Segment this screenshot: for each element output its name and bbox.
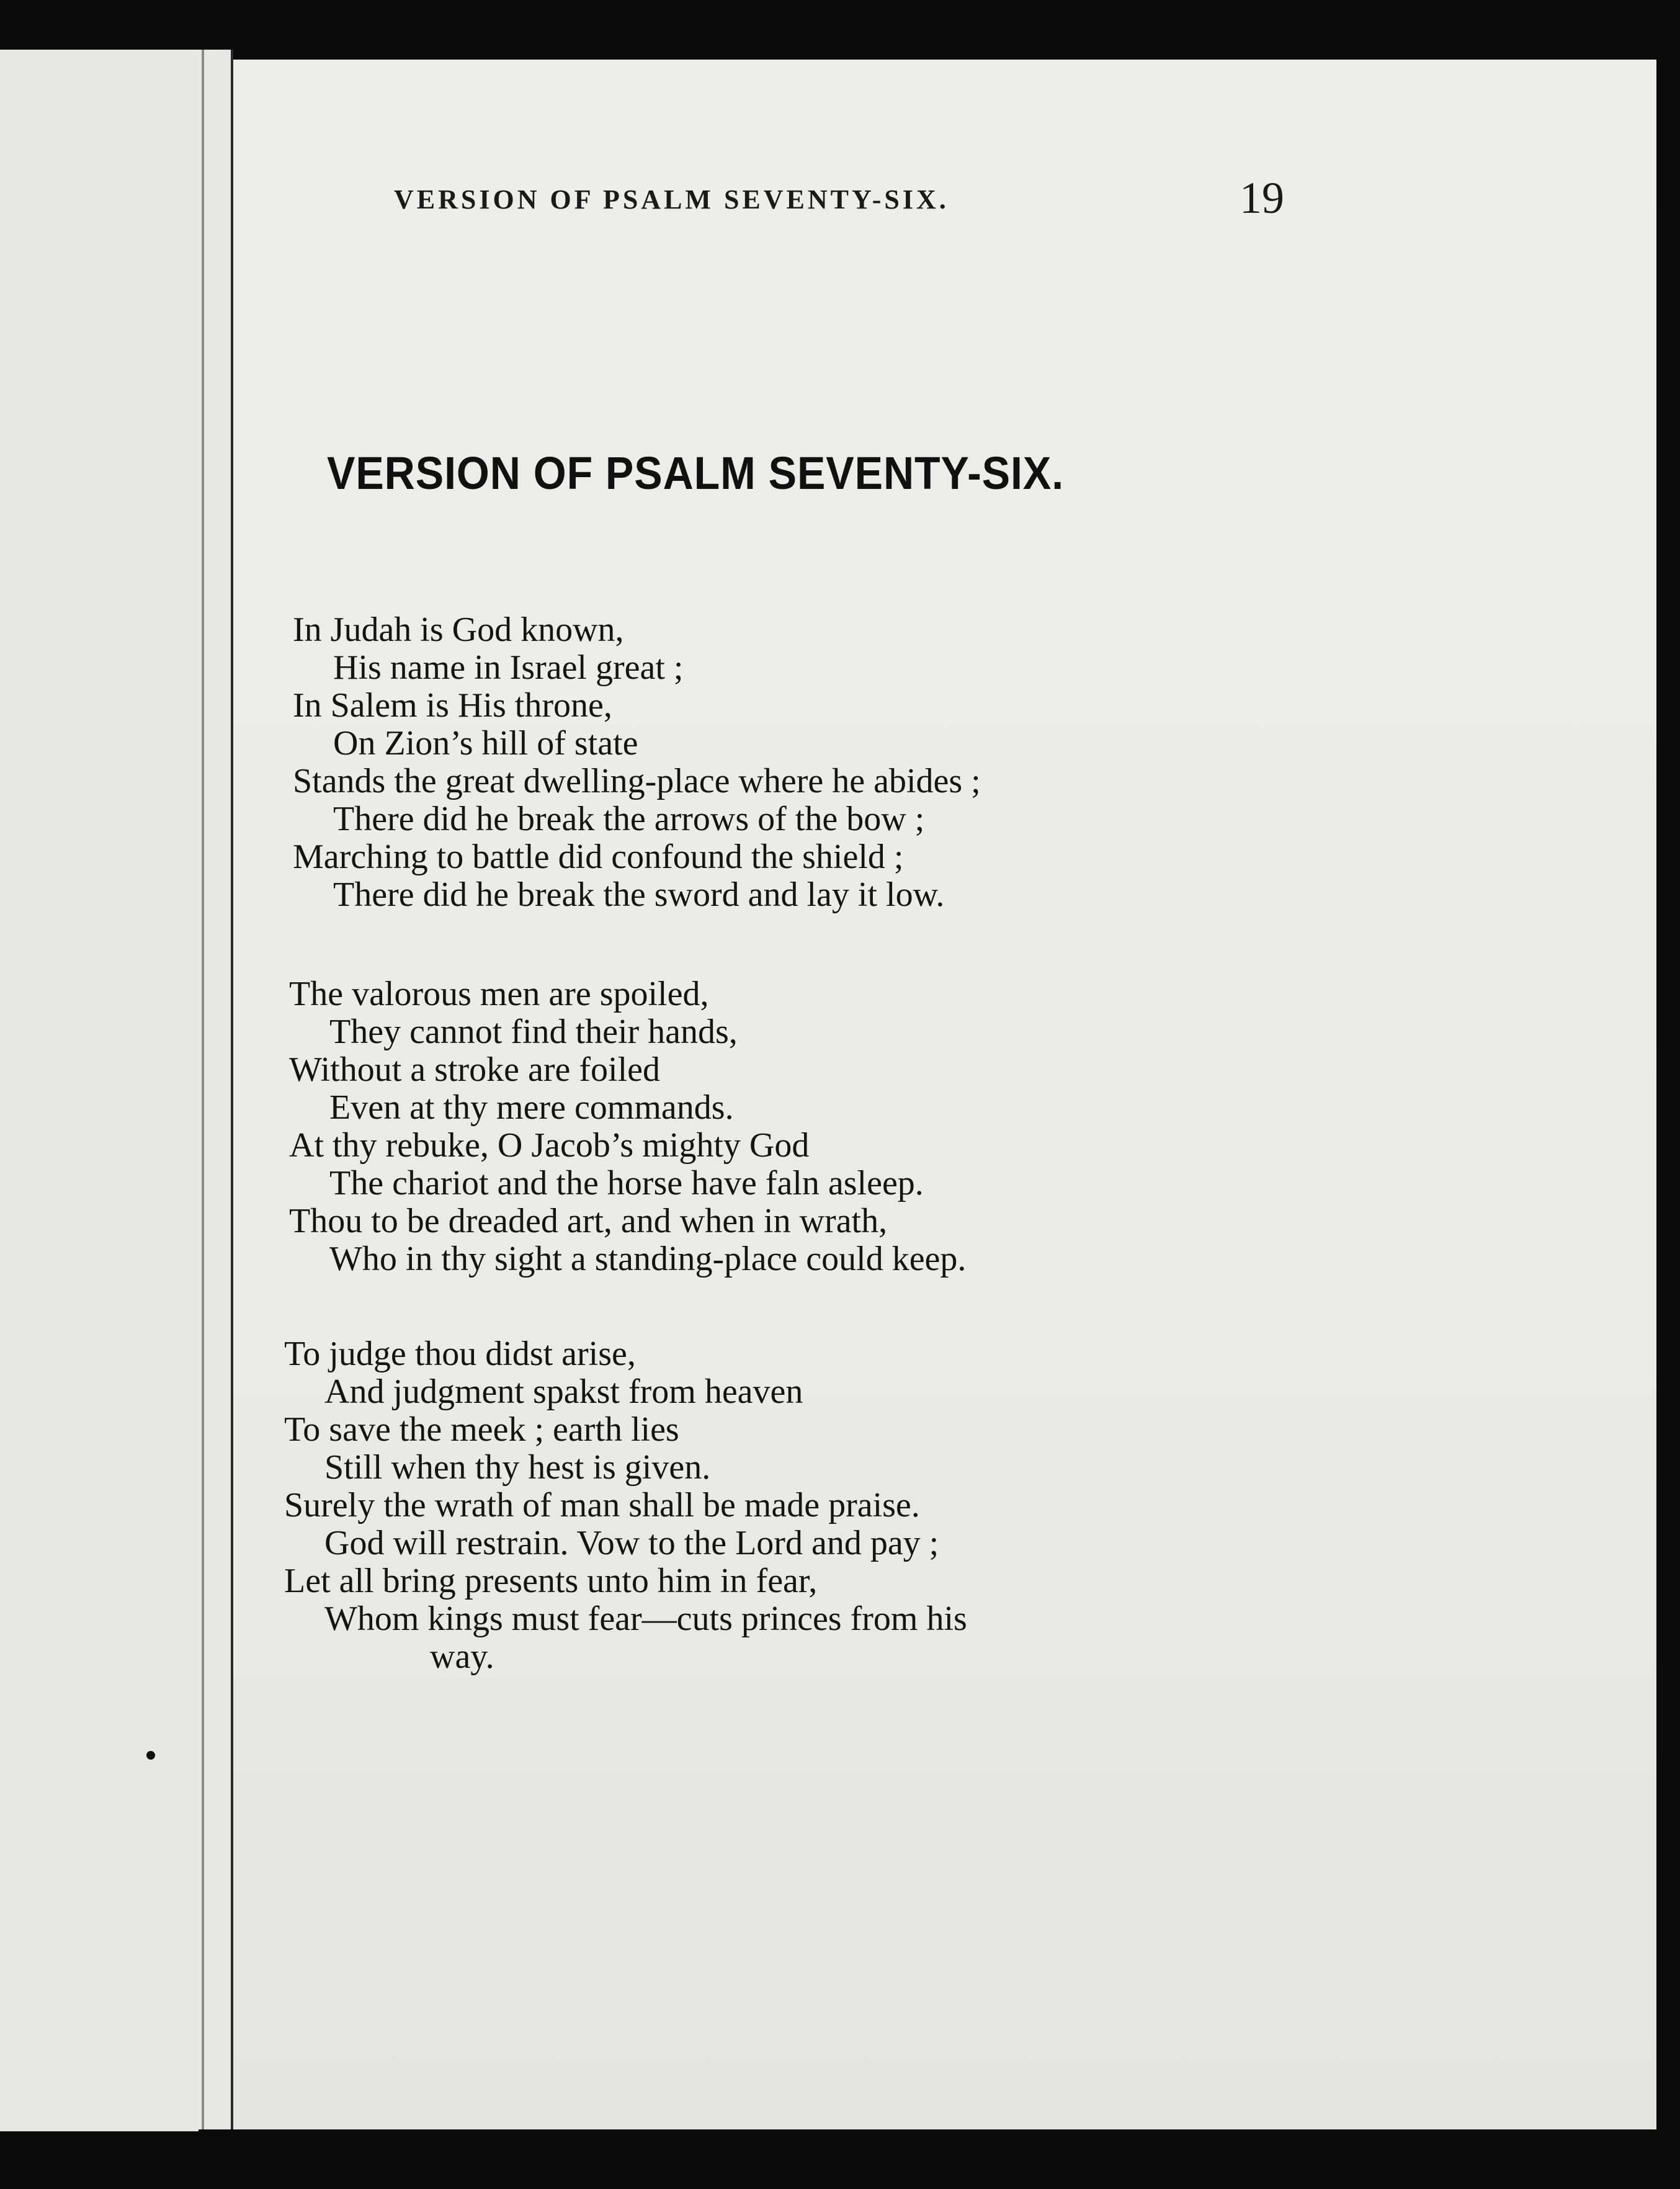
verse-line: Thou to be dreaded art, and when in wrath, — [289, 1202, 888, 1240]
verse-line: Still when thy hest is given. — [324, 1448, 711, 1487]
gutter-line — [202, 50, 204, 2131]
verse-line: His name in Israel great ; — [333, 648, 684, 687]
left-page — [0, 50, 233, 2131]
verse-line: To judge thou didst arise, — [284, 1335, 636, 1373]
poem-title: VERSION OF PSALM SEVENTY-SIX. — [327, 447, 1065, 499]
page-number: 19 — [1240, 173, 1284, 223]
stanza-3 — [284, 1335, 967, 1676]
verse-line: The chariot and the horse have faln asleep. — [329, 1164, 924, 1202]
ink-dot — [146, 1751, 155, 1760]
bottom-shadow — [199, 2129, 1680, 2189]
verse-line: Without a stroke are foiled — [289, 1050, 660, 1089]
verse-line: There did he break the arrows of the bow ; — [333, 800, 925, 838]
verse-line: There did he break the sword and lay it low. — [333, 875, 945, 914]
verse-line: Stands the great dwelling-place where he abides ; — [293, 762, 981, 800]
verse-line: At thy rebuke, O Jacob’s mighty God — [289, 1126, 810, 1165]
verse-line: Surely the wrath of man shall be made praise. — [284, 1486, 920, 1524]
verse-line: God will restrain. Vow to the Lord and pay ; — [324, 1524, 939, 1562]
verse-line: On Zion’s hill of state — [333, 724, 638, 763]
verse-line: Let all bring presents unto him in fear, — [284, 1562, 818, 1600]
verse-line: The valorous men are spoiled, — [289, 975, 709, 1013]
stanza-1 — [293, 611, 981, 914]
verse-line: In Salem is His throne, — [293, 686, 612, 725]
verse-line: Even at thy mere commands. — [329, 1088, 734, 1127]
verse-line: In Judah is God known, — [293, 611, 624, 649]
verse-line: Marching to battle did confound the shield ; — [293, 838, 904, 876]
verse-line: To save the meek ; earth lies — [284, 1410, 679, 1449]
verse-line: Whom kings must fear—cuts princes from his — [324, 1600, 967, 1638]
verse-line: They cannot find their hands, — [329, 1013, 738, 1051]
verse-line: way. — [430, 1637, 494, 1676]
running-head: VERSION OF PSALM SEVENTY-SIX. — [394, 184, 949, 215]
verse-line: And judgment spakst from heaven — [324, 1372, 803, 1411]
stanza-2 — [289, 975, 966, 1278]
verse-line: Who in thy sight a standing-place could keep. — [329, 1240, 967, 1278]
